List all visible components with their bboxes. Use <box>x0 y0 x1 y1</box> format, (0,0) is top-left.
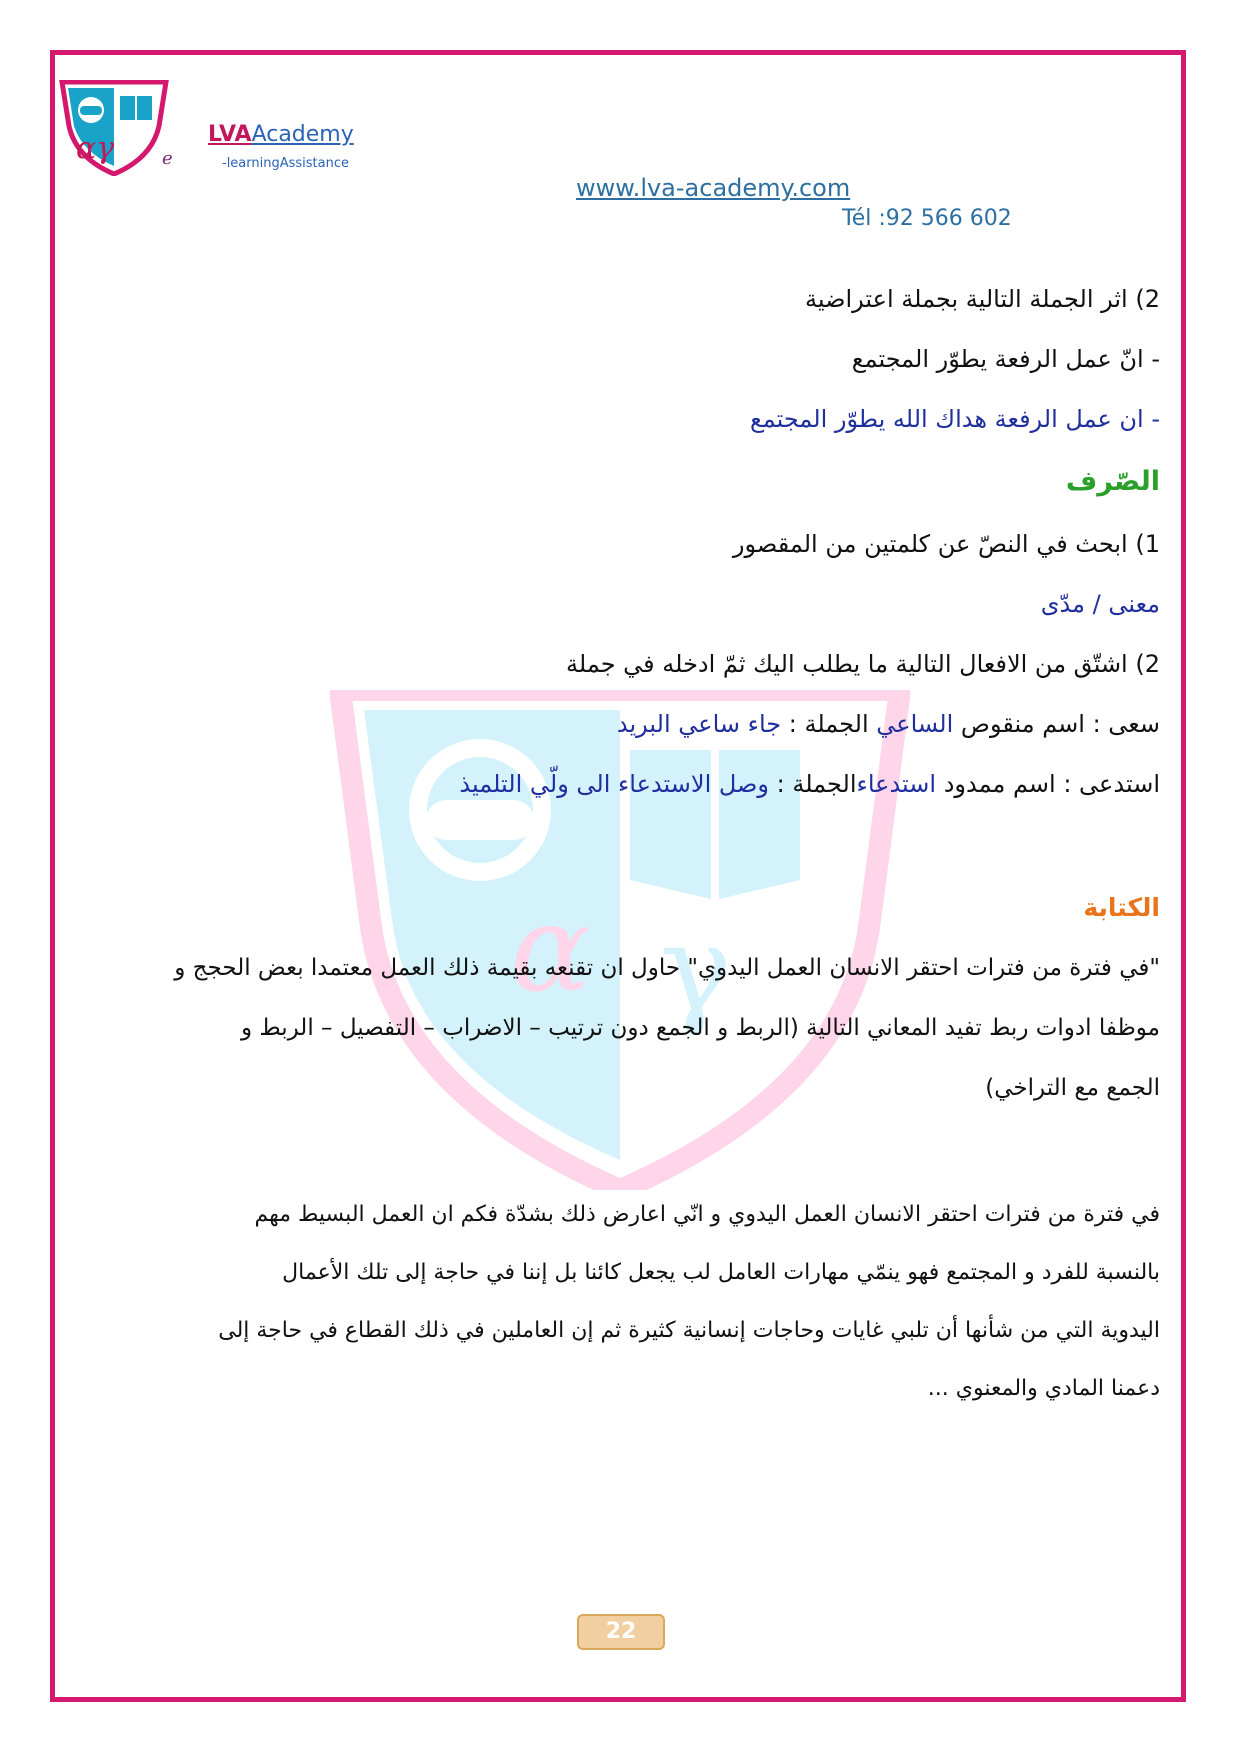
writing-prompt-line-3: الجمع مع التراخي) <box>985 1075 1160 1101</box>
svg-text:γ: γ <box>660 900 732 1039</box>
writing-answer-line-1: في فترة من فترات احتقر الانسان العمل اليدوي و انّي اعارض ذلك بشدّة فكم ان العمل البسيط مهم <box>254 1202 1160 1227</box>
brand-lva: LVA <box>208 122 252 147</box>
row-1-word: الساعي <box>876 710 954 738</box>
row-1-sentence: جاء ساعي البريد <box>616 710 782 738</box>
shield-watermark-icon <box>330 690 910 1190</box>
row-1-sentence-label: الجملة : <box>788 710 869 738</box>
writing-answer-line-4: دعمنا المادي والمعنوي ... <box>927 1376 1160 1401</box>
question-2-title: 2) اثر الجملة التالية بجملة اعتراضية <box>805 285 1160 313</box>
kitaba-heading: الكتابة <box>1083 893 1160 922</box>
row-2-prefix: استدعى : اسم ممدود <box>943 770 1160 798</box>
sarf-answer-1: معنى / مدّى <box>1040 590 1160 618</box>
derivation-row-1 <box>617 710 1160 739</box>
writing-prompt-line-2: موظفا ادوات ربط تفيد المعاني التالية (الربط و الجمع دون ترتيب – الاضراب – التفصيل – الربط و <box>240 1015 1160 1041</box>
row-2-sentence: وصل الاستدعاء الى ولّي التلميذ <box>459 770 770 798</box>
question-2-answer: - ان عمل الرفعة هداك الله يطوّر المجتمع <box>750 405 1160 433</box>
logo-e-mark: e <box>162 148 173 169</box>
phone-number: Tél :92 566 602 <box>842 206 1012 231</box>
lva-logo-icon <box>58 80 170 176</box>
sarf-question-2: 2) اشتّق من الافعال التالية ما يطلب اليك ثمّ ادخله في جملة <box>566 650 1160 678</box>
page-number: 22 <box>577 1614 665 1650</box>
brand-name <box>208 122 354 147</box>
writing-answer-line-3: اليدوية التي من شأنها أن تلبي غايات وحاجات إنسانية كثيرة ثم إن العاملين في ذلك القطاع في حاجة إلى <box>218 1318 1160 1343</box>
website-link[interactable]: www.lva-academy.com <box>576 174 851 202</box>
writing-answer-line-2: بالنسبة للفرد و المجتمع فهو ينمّي مهارات العامل لب يجعل كائنا بل إننا في حاجة إلى تلك الأعمال <box>282 1260 1160 1285</box>
row-2-sentence-label: الجملة : <box>776 770 857 798</box>
derivation-row-2 <box>459 770 1160 799</box>
sarf-question-1: 1) ابحث في النصّ عن كلمتين من المقصور <box>732 530 1160 558</box>
svg-text:α: α <box>510 880 592 1019</box>
brand-tagline: -learningAssistance <box>222 156 349 171</box>
row-1-prefix: سعى : اسم منقوص <box>960 710 1160 738</box>
writing-prompt-line-1: "في فترة من فترات احتقر الانسان العمل اليدوي" حاول ان تقنعه بقيمة ذلك العمل معتمدا بعض الحجج و <box>174 955 1160 981</box>
row-2-word: استدعاء <box>856 770 937 798</box>
brand-academy: Academy <box>251 122 354 147</box>
question-2-sentence: - انّ عمل الرفعة يطوّر المجتمع <box>851 345 1160 373</box>
sarf-heading: الصّرف <box>1065 466 1160 497</box>
svg-text:αγ: αγ <box>76 131 115 166</box>
